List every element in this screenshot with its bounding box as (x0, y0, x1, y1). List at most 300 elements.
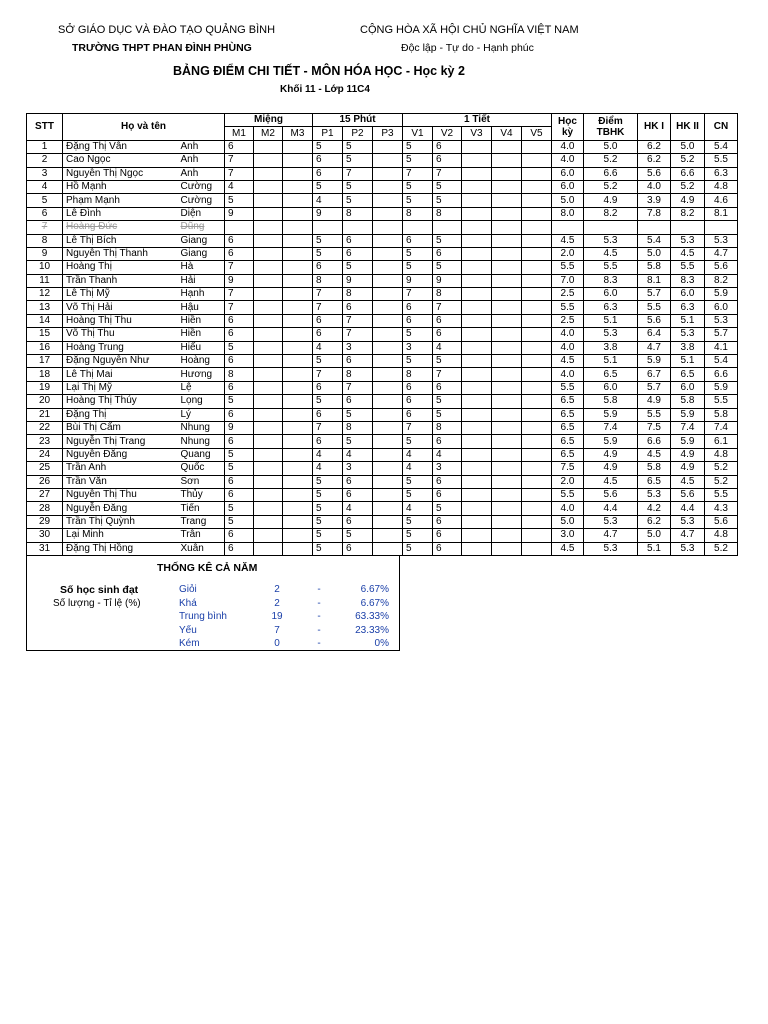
cell-v2: 6 (433, 475, 462, 488)
cell-empty (283, 421, 313, 434)
cell-empty (522, 288, 552, 301)
cell-ten: Giang (178, 234, 225, 247)
cell-p2: 8 (343, 368, 373, 381)
cell-v1: 5 (403, 154, 433, 167)
cell-v2: 6 (433, 140, 462, 153)
cell-tbhk: 8.2 (584, 207, 638, 220)
cell-hk: 4.0 (552, 341, 584, 354)
cell-empty (462, 288, 492, 301)
cell-v1: 8 (403, 368, 433, 381)
cell-m1: 5 (225, 502, 254, 515)
cell-m1: 6 (225, 234, 254, 247)
col-name: Họ và tên (63, 114, 225, 141)
cell-p1: 6 (313, 435, 343, 448)
cell-cn: 6.0 (705, 301, 738, 314)
cell-empty (492, 167, 522, 180)
cell-tbhk: 4.9 (584, 462, 638, 475)
cell-p2: 5 (343, 180, 373, 193)
cell-stt: 2 (27, 154, 63, 167)
table-row (27, 247, 738, 260)
cell-empty (522, 488, 552, 501)
cell-v1: 6 (403, 234, 433, 247)
cell-ho: Hồ Mạnh (63, 180, 178, 193)
cell-v2: 6 (433, 154, 462, 167)
cell-v2: 9 (433, 274, 462, 287)
cell-empty (254, 288, 283, 301)
cell-empty (522, 314, 552, 327)
cell-p2: 6 (343, 247, 373, 260)
cell-hk1: 6.2 (638, 154, 671, 167)
cell-ten: Quốc (178, 462, 225, 475)
cell-empty (373, 194, 403, 207)
cell-v1: 6 (403, 381, 433, 394)
cell-ten: Hương (178, 368, 225, 381)
cell-p1: 5 (313, 355, 343, 368)
cell-stt: 14 (27, 314, 63, 327)
cell-empty (283, 395, 313, 408)
cell-empty (522, 140, 552, 153)
cell-ten: Hậu (178, 301, 225, 314)
cell-cn: 5.9 (705, 381, 738, 394)
cell-empty (462, 140, 492, 153)
stats-dash: - (317, 611, 321, 622)
stats-box (26, 556, 400, 651)
cell-cn (705, 221, 738, 234)
stats-pct: 6.67% (360, 597, 389, 609)
cell-p1: 6 (313, 167, 343, 180)
cell-hk1: 7.5 (638, 421, 671, 434)
cell-ten: Giang (178, 247, 225, 260)
cell-tbhk: 4.4 (584, 502, 638, 515)
cell-p2: 7 (343, 328, 373, 341)
cell-stt: 24 (27, 448, 63, 461)
cell-cn: 4.8 (705, 180, 738, 193)
cell-v1: 6 (403, 314, 433, 327)
table-row (27, 488, 738, 501)
cell-empty (522, 462, 552, 475)
cell-hk2: 8.3 (671, 274, 705, 287)
cell-hk2: 8.2 (671, 207, 705, 220)
cell-cn: 5.2 (705, 462, 738, 475)
cell-empty (373, 355, 403, 368)
cell-empty (522, 154, 552, 167)
cell-hk: 6.0 (552, 167, 584, 180)
cell-p2: 5 (343, 408, 373, 421)
cell-empty (283, 529, 313, 542)
cell-empty (373, 274, 403, 287)
cell-v2: 7 (433, 301, 462, 314)
cell-empty (492, 448, 522, 461)
cell-empty (254, 247, 283, 260)
cell-v1: 9 (403, 274, 433, 287)
cell-v2: 6 (433, 328, 462, 341)
cell-v1: 7 (403, 167, 433, 180)
cell-cn: 5.6 (705, 261, 738, 274)
cell-tbhk: 5.3 (584, 328, 638, 341)
cell-stt: 27 (27, 488, 63, 501)
cell-stt: 15 (27, 328, 63, 341)
cell-p2: 6 (343, 234, 373, 247)
cell-empty (254, 167, 283, 180)
cell-empty (522, 207, 552, 220)
cell-empty (373, 261, 403, 274)
cell-empty (373, 328, 403, 341)
stats-count: 2 (274, 584, 280, 595)
cell-empty (254, 221, 283, 234)
cell-v1: 4 (403, 448, 433, 461)
cell-empty (254, 314, 283, 327)
stats-pct: 6.67% (360, 584, 389, 595)
cell-p2: 4 (343, 502, 373, 515)
cell-empty (254, 301, 283, 314)
cell-stt: 19 (27, 381, 63, 394)
table-row (27, 341, 738, 354)
cell-m1: 6 (225, 435, 254, 448)
cell-v1: 5 (403, 180, 433, 193)
cell-empty (492, 221, 522, 234)
cell-tbhk: 5.0 (584, 140, 638, 153)
cell-p2: 5 (343, 529, 373, 542)
cell-ho: Nguyễn Thị Thu (63, 488, 178, 501)
cell-hk: 4.0 (552, 368, 584, 381)
cell-empty (492, 475, 522, 488)
cell-ten: Nhung (178, 421, 225, 434)
cell-empty (492, 488, 522, 501)
stats-label-2: Số lượng - Tỉ lệ (%) (53, 598, 141, 609)
cell-empty (462, 167, 492, 180)
cell-empty (522, 395, 552, 408)
table-row (27, 408, 738, 421)
cell-ten: Hoàng (178, 355, 225, 368)
cell-empty (462, 328, 492, 341)
cell-cn: 4.7 (705, 247, 738, 260)
cell-hk2: 4.9 (671, 194, 705, 207)
stats-grade: Giỏi (179, 584, 197, 595)
cell-empty (254, 435, 283, 448)
cell-ho: Cao Ngọc (63, 154, 178, 167)
cell-empty (462, 247, 492, 260)
cell-ho: Hoàng Thị (63, 261, 178, 274)
cell-m1: 9 (225, 421, 254, 434)
cell-hk1: 5.7 (638, 288, 671, 301)
cell-stt: 21 (27, 408, 63, 421)
cell-cn: 5.3 (705, 234, 738, 247)
cell-empty (522, 194, 552, 207)
cell-v2: 6 (433, 381, 462, 394)
cell-stt: 7 (27, 221, 63, 234)
cell-v1: 5 (403, 542, 433, 555)
cell-ho: Hoàng Thị Thu (63, 314, 178, 327)
cell-empty (492, 288, 522, 301)
cell-v2: 8 (433, 421, 462, 434)
cell-tbhk: 5.2 (584, 154, 638, 167)
cell-hk2: 4.4 (671, 502, 705, 515)
stats-label-1: Số học sinh đạt (60, 584, 139, 596)
stats-count: 0 (274, 638, 280, 649)
subcol-p2: P2 (343, 127, 373, 140)
col-hk1: HK I (638, 114, 671, 141)
cell-tbhk: 3.8 (584, 341, 638, 354)
cell-empty (492, 341, 522, 354)
cell-p2: 9 (343, 274, 373, 287)
cell-empty (283, 247, 313, 260)
cell-m1: 8 (225, 368, 254, 381)
cell-empty (283, 314, 313, 327)
cell-cn: 5.2 (705, 475, 738, 488)
cell-p2: 8 (343, 288, 373, 301)
table-row (27, 207, 738, 220)
cell-empty (254, 194, 283, 207)
cell-empty (283, 448, 313, 461)
cell-empty (373, 435, 403, 448)
table-row (27, 448, 738, 461)
cell-v2: 5 (433, 261, 462, 274)
cell-empty (254, 328, 283, 341)
cell-cn: 5.5 (705, 154, 738, 167)
cell-v1 (403, 221, 433, 234)
cell-empty (522, 515, 552, 528)
stats-row (27, 611, 399, 624)
cell-tbhk: 7.4 (584, 421, 638, 434)
cell-cn: 5.2 (705, 542, 738, 555)
cell-stt: 6 (27, 207, 63, 220)
cell-stt: 11 (27, 274, 63, 287)
cell-stt: 30 (27, 529, 63, 542)
cell-tbhk: 4.5 (584, 247, 638, 260)
col-stt: STT (27, 114, 63, 141)
cell-tbhk: 5.3 (584, 515, 638, 528)
col-hocky: Học kỳ (552, 114, 584, 141)
cell-ho: Võ Thị Hải (63, 301, 178, 314)
cell-hk: 6.5 (552, 421, 584, 434)
stats-grade: Kém (179, 638, 200, 649)
cell-hk2: 5.8 (671, 395, 705, 408)
stats-row (27, 625, 399, 638)
cell-stt: 4 (27, 180, 63, 193)
subcol-v4: V4 (492, 127, 522, 140)
cell-empty (522, 261, 552, 274)
cell-hk2: 3.8 (671, 341, 705, 354)
cell-v1: 6 (403, 301, 433, 314)
cell-empty (254, 261, 283, 274)
cell-v1: 5 (403, 515, 433, 528)
cell-empty (522, 502, 552, 515)
table-row (27, 435, 738, 448)
table-row (27, 140, 738, 153)
cell-hk1: 8.1 (638, 274, 671, 287)
cell-hk: 5.5 (552, 381, 584, 394)
cell-p2: 6 (343, 542, 373, 555)
cell-hk2: 5.3 (671, 515, 705, 528)
cell-empty (254, 502, 283, 515)
cell-v1: 6 (403, 395, 433, 408)
cell-empty (462, 154, 492, 167)
cell-ten: Sơn (178, 475, 225, 488)
cell-tbhk: 6.3 (584, 301, 638, 314)
cell-tbhk: 8.3 (584, 274, 638, 287)
cell-empty (522, 221, 552, 234)
cell-empty (522, 368, 552, 381)
cell-empty (254, 408, 283, 421)
col-hk2: HK II (671, 114, 705, 141)
table-row (27, 167, 738, 180)
subcol-m1: M1 (225, 127, 254, 140)
cell-p1 (313, 221, 343, 234)
cell-tbhk: 6.6 (584, 167, 638, 180)
cell-ho: Võ Thị Thu (63, 328, 178, 341)
cell-m1: 6 (225, 529, 254, 542)
cell-p2: 5 (343, 140, 373, 153)
cell-tbhk: 6.0 (584, 381, 638, 394)
cell-empty (492, 180, 522, 193)
cell-m1: 6 (225, 475, 254, 488)
cell-empty (283, 261, 313, 274)
cell-p1: 6 (313, 154, 343, 167)
cell-v2: 8 (433, 288, 462, 301)
table-row (27, 194, 738, 207)
cell-v2: 5 (433, 355, 462, 368)
cell-p2: 6 (343, 355, 373, 368)
subcol-p1: P1 (313, 127, 343, 140)
cell-m1: 6 (225, 314, 254, 327)
cell-p1: 8 (313, 274, 343, 287)
cell-p2: 8 (343, 421, 373, 434)
cell-m1: 7 (225, 301, 254, 314)
cell-empty (462, 234, 492, 247)
cell-stt: 23 (27, 435, 63, 448)
cell-stt: 5 (27, 194, 63, 207)
cell-tbhk: 5.8 (584, 395, 638, 408)
cell-p1: 7 (313, 368, 343, 381)
cell-hk: 4.5 (552, 234, 584, 247)
stats-dash: - (317, 584, 321, 595)
cell-stt: 12 (27, 288, 63, 301)
cell-v1: 5 (403, 194, 433, 207)
cell-stt: 9 (27, 247, 63, 260)
cell-v1: 5 (403, 488, 433, 501)
cell-stt: 18 (27, 368, 63, 381)
cell-empty (462, 502, 492, 515)
cell-v2: 3 (433, 462, 462, 475)
cell-p1: 6 (313, 381, 343, 394)
cell-hk1: 5.6 (638, 314, 671, 327)
cell-empty (492, 529, 522, 542)
cell-hk2: 6.0 (671, 381, 705, 394)
cell-p1: 5 (313, 395, 343, 408)
cell-p1: 7 (313, 288, 343, 301)
cell-empty (462, 368, 492, 381)
cell-hk1: 4.7 (638, 341, 671, 354)
cell-m1: 7 (225, 154, 254, 167)
cell-ho: Trần Văn (63, 475, 178, 488)
cell-hk2: 6.6 (671, 167, 705, 180)
cell-empty (373, 341, 403, 354)
cell-hk2: 5.3 (671, 234, 705, 247)
stats-pct: 23.33% (355, 624, 389, 636)
cell-hk: 6.5 (552, 435, 584, 448)
cell-ho: Đặng Nguyễn Như (63, 355, 178, 368)
cell-hk1: 6.4 (638, 328, 671, 341)
cell-hk: 2.0 (552, 475, 584, 488)
cell-hk: 4.0 (552, 502, 584, 515)
cell-empty (462, 355, 492, 368)
cell-empty (522, 167, 552, 180)
cell-p1: 5 (313, 475, 343, 488)
table-row (27, 180, 738, 193)
cell-empty (283, 488, 313, 501)
cell-ten: Diện (178, 207, 225, 220)
cell-hk1: 6.7 (638, 368, 671, 381)
cell-empty (462, 542, 492, 555)
cell-empty (522, 475, 552, 488)
cell-empty (462, 301, 492, 314)
cell-hk2: 4.9 (671, 448, 705, 461)
cell-tbhk (584, 221, 638, 234)
cell-hk1: 6.6 (638, 435, 671, 448)
cell-hk: 4.0 (552, 154, 584, 167)
stats-count: 2 (274, 597, 280, 609)
cell-hk: 5.5 (552, 261, 584, 274)
cell-hk2: 7.4 (671, 421, 705, 434)
cell-tbhk: 5.2 (584, 180, 638, 193)
cell-empty (462, 488, 492, 501)
cell-empty (492, 421, 522, 434)
cell-hk1 (638, 221, 671, 234)
cell-hk2: 5.3 (671, 542, 705, 555)
cell-p1: 6 (313, 328, 343, 341)
cell-ten: Hải (178, 274, 225, 287)
cell-empty (522, 408, 552, 421)
cell-empty (492, 247, 522, 260)
cell-v2: 4 (433, 448, 462, 461)
cell-p2: 7 (343, 381, 373, 394)
cell-hk1: 5.5 (638, 301, 671, 314)
cell-empty (492, 542, 522, 555)
cell-m1: 9 (225, 207, 254, 220)
cell-hk: 6.5 (552, 448, 584, 461)
cell-m1: 5 (225, 395, 254, 408)
cell-stt: 16 (27, 341, 63, 354)
cell-empty (492, 154, 522, 167)
cell-hk: 4.5 (552, 542, 584, 555)
table-row (27, 274, 738, 287)
cell-hk: 4.5 (552, 355, 584, 368)
cell-ten: Hiền (178, 328, 225, 341)
cell-empty (462, 261, 492, 274)
cell-p2: 5 (343, 154, 373, 167)
cell-hk1: 5.5 (638, 408, 671, 421)
cell-empty (254, 462, 283, 475)
cell-ho: Hoàng Trung (63, 341, 178, 354)
cell-empty (492, 515, 522, 528)
table-row (27, 261, 738, 274)
cell-hk1: 4.2 (638, 502, 671, 515)
cell-stt: 29 (27, 515, 63, 528)
cell-p2: 5 (343, 435, 373, 448)
cell-empty (492, 140, 522, 153)
cell-p1: 5 (313, 488, 343, 501)
cell-empty (462, 515, 492, 528)
cell-cn: 5.4 (705, 355, 738, 368)
stats-grade: Khá (179, 597, 197, 609)
cell-tbhk: 5.3 (584, 234, 638, 247)
cell-empty (522, 542, 552, 555)
cell-hk2: 5.2 (671, 154, 705, 167)
stats-grade: Yếu (179, 624, 197, 636)
cell-empty (373, 234, 403, 247)
cell-m1: 6 (225, 328, 254, 341)
cell-hk1: 5.0 (638, 247, 671, 260)
